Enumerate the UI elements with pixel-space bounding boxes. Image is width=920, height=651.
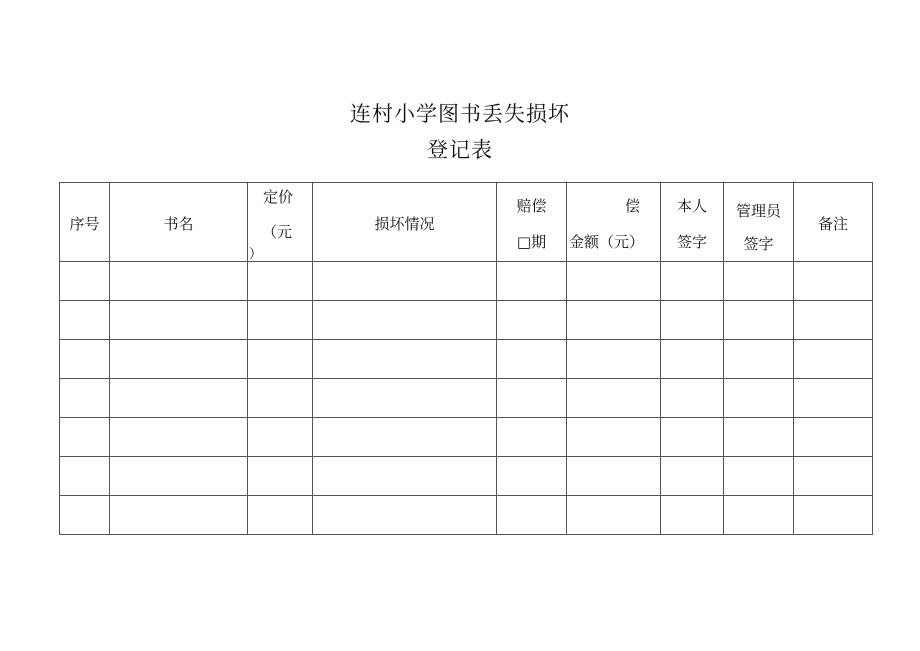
table-cell[interactable]	[497, 340, 567, 379]
table-cell[interactable]	[248, 379, 313, 418]
table-cell[interactable]	[724, 262, 794, 301]
header-remarks-label: 备注	[817, 215, 848, 233]
header-self-sign-line2: 签字	[676, 233, 707, 251]
table-cell[interactable]	[497, 262, 567, 301]
table-cell[interactable]	[661, 301, 724, 340]
header-comp-date-line2: □期	[516, 233, 547, 251]
table-cell[interactable]	[661, 379, 724, 418]
table-row	[60, 340, 873, 379]
header-seq	[60, 183, 110, 262]
table-cell[interactable]	[60, 418, 110, 457]
header-self-sign	[661, 183, 724, 262]
table-cell[interactable]	[567, 457, 661, 496]
table-cell[interactable]	[724, 496, 794, 535]
header-damage	[313, 183, 497, 262]
table-cell[interactable]	[313, 379, 497, 418]
table-row	[60, 418, 873, 457]
table-cell[interactable]	[313, 340, 497, 379]
table-cell[interactable]	[313, 496, 497, 535]
table-cell[interactable]	[248, 262, 313, 301]
table-cell[interactable]	[248, 301, 313, 340]
table-row	[60, 301, 873, 340]
table-cell[interactable]	[60, 301, 110, 340]
table-cell[interactable]	[661, 340, 724, 379]
table-cell[interactable]	[794, 418, 873, 457]
header-comp-date	[497, 183, 567, 262]
header-book-name-label: 书名	[163, 215, 194, 233]
table-cell[interactable]	[794, 457, 873, 496]
table-cell[interactable]	[794, 340, 873, 379]
table-cell[interactable]	[567, 301, 661, 340]
table-cell[interactable]	[497, 418, 567, 457]
header-book-name	[110, 183, 248, 262]
table-cell[interactable]	[794, 496, 873, 535]
document-title: 连村小学图书丢失损坏	[350, 102, 570, 126]
table-cell[interactable]	[60, 496, 110, 535]
table-cell[interactable]	[497, 457, 567, 496]
table-cell[interactable]	[248, 457, 313, 496]
header-price-line3: ）	[249, 247, 263, 262]
table-cell[interactable]	[110, 340, 248, 379]
header-price	[248, 183, 313, 262]
table-body	[60, 262, 873, 535]
table-cell[interactable]	[794, 301, 873, 340]
table-cell[interactable]	[724, 418, 794, 457]
table-cell[interactable]	[313, 418, 497, 457]
table-cell[interactable]	[60, 262, 110, 301]
table-cell[interactable]	[661, 418, 724, 457]
table-cell[interactable]	[248, 418, 313, 457]
table-cell[interactable]	[313, 301, 497, 340]
header-admin-sign-line1: 管理员	[735, 202, 781, 220]
table-cell[interactable]	[60, 379, 110, 418]
table-cell[interactable]	[567, 340, 661, 379]
document-subtitle: 登记表	[427, 138, 493, 162]
table-cell[interactable]	[724, 457, 794, 496]
table-cell[interactable]	[60, 340, 110, 379]
table-cell[interactable]	[497, 379, 567, 418]
header-comp-amount-line1: 偿	[624, 197, 640, 215]
table-cell[interactable]	[724, 301, 794, 340]
table-row	[60, 379, 873, 418]
table-cell[interactable]	[110, 496, 248, 535]
table-cell[interactable]	[724, 379, 794, 418]
header-admin-sign-line2: 签字	[743, 235, 774, 253]
table-cell[interactable]	[567, 379, 661, 418]
header-remarks	[794, 183, 873, 262]
registration-table	[59, 182, 873, 535]
table-cell[interactable]	[248, 496, 313, 535]
header-comp-date-line1: 赔偿	[516, 197, 547, 215]
table-cell[interactable]	[248, 340, 313, 379]
table-cell[interactable]	[794, 379, 873, 418]
table-cell[interactable]	[313, 457, 497, 496]
table-cell[interactable]	[661, 262, 724, 301]
header-comp-amount-line2: 金额（元）	[569, 233, 645, 251]
table-cell[interactable]	[661, 457, 724, 496]
table-cell[interactable]	[497, 301, 567, 340]
table-row	[60, 262, 873, 301]
table-cell[interactable]	[110, 418, 248, 457]
table-row	[60, 457, 873, 496]
header-admin-sign	[724, 183, 794, 262]
table-cell[interactable]	[794, 262, 873, 301]
table-cell[interactable]	[60, 457, 110, 496]
table-cell[interactable]	[110, 301, 248, 340]
table-cell[interactable]	[110, 457, 248, 496]
header-price-line1: 定价	[263, 188, 294, 206]
table-cell[interactable]	[724, 340, 794, 379]
table-cell[interactable]	[497, 496, 567, 535]
header-row	[60, 183, 873, 262]
table-cell[interactable]	[567, 418, 661, 457]
table-row	[60, 496, 873, 535]
table-cell[interactable]	[567, 262, 661, 301]
header-damage-label: 损坏情况	[374, 215, 435, 233]
header-comp-amount	[567, 183, 661, 262]
header-seq-label: 序号	[69, 215, 100, 233]
table-cell[interactable]	[110, 262, 248, 301]
header-self-sign-line1: 本人	[676, 197, 707, 215]
header-price-line2: （元	[262, 223, 293, 241]
table-cell[interactable]	[110, 379, 248, 418]
table-cell[interactable]	[567, 496, 661, 535]
table-cell[interactable]	[313, 262, 497, 301]
table-cell[interactable]	[661, 496, 724, 535]
